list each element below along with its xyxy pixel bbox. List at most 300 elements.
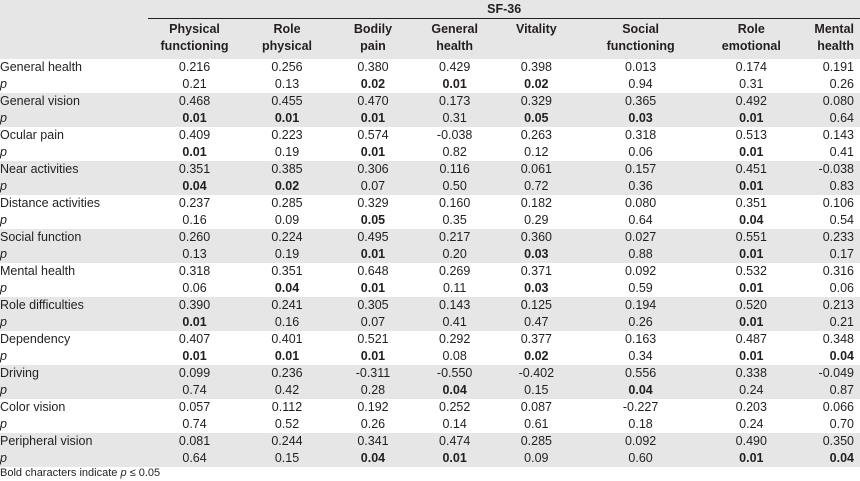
correlation-value: 0.341 [357, 434, 389, 448]
correlation-value: 0.194 [624, 298, 657, 312]
p-value: 0.70 [829, 417, 854, 431]
correlation-value: 0.350 [822, 434, 854, 448]
column-header-line: Role [737, 22, 765, 36]
table-row [0, 229, 860, 263]
correlation-value: 0.409 [178, 128, 211, 142]
value-cell [148, 433, 240, 467]
p-value: 0.15 [274, 451, 300, 465]
column-header-row [0, 19, 860, 60]
value-cell [413, 433, 497, 467]
column-header [241, 19, 333, 60]
correlation-value: 0.371 [520, 264, 552, 278]
p-value: 0.01 [739, 451, 764, 465]
p-value: 0.01 [274, 111, 300, 125]
correlation-value: 0.160 [439, 196, 471, 210]
p-value: 0.01 [442, 77, 467, 91]
value-cell [333, 297, 413, 331]
p-value: 0.01 [182, 315, 207, 329]
p-value: 0.47 [524, 315, 549, 329]
correlation-value: 0.223 [271, 128, 303, 142]
p-value: 0.01 [360, 145, 386, 159]
p-value: 0.82 [442, 145, 467, 159]
p-value: 0.26 [628, 315, 653, 329]
row-label: General health [0, 60, 83, 74]
value-cell [705, 331, 797, 365]
p-value: 0.64 [628, 213, 653, 227]
value-cell [497, 297, 577, 331]
p-value: 0.41 [442, 315, 467, 329]
p-value: 0.64 [182, 451, 207, 465]
table-row [0, 331, 860, 365]
p-value: 0.04 [274, 281, 300, 295]
value-cell [576, 127, 705, 161]
value-cell [333, 365, 413, 399]
value-cell [576, 365, 705, 399]
correlation-value: -0.038 [436, 128, 473, 142]
p-label: p [0, 213, 7, 227]
value-cell [148, 195, 240, 229]
correlation-value: 0.385 [271, 162, 303, 176]
value-cell [497, 59, 577, 93]
value-cell [705, 195, 797, 229]
p-value: 0.35 [442, 213, 467, 227]
column-header-line: Bodily [353, 22, 393, 36]
p-label: p [0, 281, 7, 295]
column-header [333, 19, 413, 60]
correlation-value: 0.106 [822, 196, 854, 210]
correlation-value: 0.306 [357, 162, 389, 176]
p-label: p [0, 111, 7, 125]
correlation-value: 0.217 [439, 230, 471, 244]
correlation-value: 0.192 [357, 400, 389, 414]
row-label-cell [0, 127, 148, 161]
correlation-value: 0.087 [520, 400, 552, 414]
correlation-value: 0.495 [357, 230, 389, 244]
row-label: Near activities [0, 162, 79, 176]
p-value: 0.13 [274, 77, 300, 91]
correlation-value: 0.348 [822, 332, 854, 346]
p-value: 0.28 [360, 383, 386, 397]
correlation-value: 0.066 [822, 400, 854, 414]
p-value: 0.03 [524, 247, 549, 261]
value-cell [241, 263, 333, 297]
p-value: 0.01 [360, 349, 386, 363]
correlation-value: 0.256 [271, 60, 303, 74]
row-label: Peripheral vision [0, 434, 93, 448]
p-value: 0.24 [739, 417, 764, 431]
correlation-value: 0.244 [271, 434, 303, 448]
value-cell [148, 331, 240, 365]
p-value: 0.02 [524, 349, 549, 363]
p-value: 0.60 [628, 451, 653, 465]
correlation-value: 0.380 [357, 60, 389, 74]
value-cell [148, 263, 240, 297]
table-row [0, 93, 860, 127]
correlation-value: 0.521 [357, 332, 389, 346]
p-value: 0.01 [360, 247, 386, 261]
footnote-suffix: ≤ 0.05 [126, 467, 161, 479]
correlation-value: -0.049 [818, 366, 854, 380]
value-cell [576, 263, 705, 297]
column-header-line: Mental [814, 22, 854, 36]
p-value: 0.50 [442, 179, 467, 193]
value-cell [333, 229, 413, 263]
p-value: 0.01 [182, 145, 207, 159]
value-cell [333, 93, 413, 127]
value-cell [798, 93, 860, 127]
correlation-value: 0.398 [520, 60, 552, 74]
p-value: 0.05 [360, 213, 386, 227]
p-value: 0.03 [628, 111, 653, 125]
p-value: 0.01 [739, 281, 764, 295]
value-cell [798, 127, 860, 161]
correlation-value: 0.360 [520, 230, 552, 244]
p-value: 0.34 [628, 349, 653, 363]
p-value: 0.05 [524, 111, 549, 125]
value-cell [333, 59, 413, 93]
correlation-value: 0.182 [520, 196, 552, 210]
table-row [0, 127, 860, 161]
correlation-value: 0.143 [822, 128, 854, 142]
p-value: 0.88 [628, 247, 653, 261]
p-value: 0.04 [628, 383, 653, 397]
p-value: 0.04 [739, 213, 764, 227]
p-value: 0.02 [524, 77, 549, 91]
correlation-value: 0.099 [178, 366, 211, 380]
value-cell [798, 399, 860, 433]
correlation-value: 0.318 [178, 264, 211, 278]
p-value: 0.08 [442, 349, 467, 363]
p-label: p [0, 77, 7, 91]
value-cell [148, 365, 240, 399]
p-value: 0.94 [628, 77, 653, 91]
p-value: 0.04 [829, 349, 854, 363]
value-cell [241, 93, 333, 127]
value-cell [148, 229, 240, 263]
p-value: 0.14 [442, 417, 467, 431]
p-value: 0.31 [442, 111, 467, 125]
value-cell [241, 399, 333, 433]
value-cell [148, 93, 240, 127]
column-header [798, 19, 860, 60]
p-value: 0.74 [182, 417, 207, 431]
p-value: 0.04 [360, 451, 386, 465]
correlation-value: 0.377 [520, 332, 552, 346]
p-value: 0.42 [274, 383, 300, 397]
correlation-value: 0.263 [520, 128, 552, 142]
correlation-value: 0.556 [624, 366, 657, 380]
value-cell [241, 331, 333, 365]
value-cell [241, 433, 333, 467]
p-value: 0.20 [442, 247, 467, 261]
p-value: 0.04 [182, 179, 207, 193]
p-label: p [0, 383, 7, 397]
column-header [497, 19, 577, 60]
p-value: 0.83 [829, 179, 854, 193]
correlation-value: 0.292 [439, 332, 471, 346]
correlation-value: 0.474 [439, 434, 471, 448]
table-row [0, 365, 860, 399]
correlation-value: 0.080 [624, 196, 657, 210]
value-cell [576, 433, 705, 467]
correlation-value: 0.092 [624, 264, 657, 278]
value-cell [576, 195, 705, 229]
correlation-value: 0.551 [735, 230, 767, 244]
value-cell [798, 195, 860, 229]
correlation-value: 0.213 [822, 298, 854, 312]
correlation-value: 0.487 [735, 332, 767, 346]
correlation-value: 0.351 [271, 264, 303, 278]
p-value: 0.26 [829, 77, 854, 91]
column-header [576, 19, 705, 60]
correlation-value: 0.351 [735, 196, 767, 210]
p-value: 0.19 [274, 145, 300, 159]
correlation-value: 0.013 [624, 60, 657, 74]
value-cell [705, 365, 797, 399]
value-cell [798, 297, 860, 331]
table-row [0, 399, 860, 433]
row-label-cell [0, 365, 148, 399]
p-value: 0.01 [182, 349, 207, 363]
column-header-line: emotional [721, 39, 781, 53]
correlation-value: -0.550 [436, 366, 473, 380]
row-label-cell [0, 195, 148, 229]
column-header-line: functioning [160, 39, 229, 53]
value-cell [798, 263, 860, 297]
column-header-line: Role [273, 22, 301, 36]
correlation-value: 0.241 [271, 298, 303, 312]
value-cell [798, 161, 860, 195]
row-label: Distance activities [0, 196, 101, 210]
value-cell [705, 59, 797, 93]
value-cell [148, 297, 240, 331]
value-cell [413, 161, 497, 195]
p-value: 0.11 [442, 281, 467, 295]
value-cell [497, 229, 577, 263]
p-value: 0.02 [274, 179, 300, 193]
correlation-value: 0.233 [822, 230, 854, 244]
value-cell [497, 127, 577, 161]
value-cell [497, 161, 577, 195]
table-row [0, 59, 860, 93]
row-label: Dependency [0, 332, 71, 346]
footnote-prefix: Bold characters indicate [0, 467, 121, 479]
correlation-value: -0.227 [622, 400, 659, 414]
p-value: 0.01 [739, 145, 764, 159]
p-value: 0.61 [524, 417, 549, 431]
value-cell [241, 59, 333, 93]
value-cell [798, 59, 860, 93]
p-value: 0.29 [524, 213, 549, 227]
column-header-line: health [436, 39, 474, 53]
correlation-value: 0.455 [271, 94, 303, 108]
footnote-symbol: p [120, 467, 127, 479]
p-label: p [0, 417, 7, 431]
p-label: p [0, 315, 7, 329]
footnote [0, 466, 160, 480]
value-cell [798, 433, 860, 467]
correlation-value: 0.338 [735, 366, 767, 380]
row-label-cell [0, 263, 148, 297]
p-value: 0.04 [442, 383, 467, 397]
column-header-line: pain [360, 39, 386, 53]
p-value: 0.06 [628, 145, 653, 159]
value-cell [705, 93, 797, 127]
p-value: 0.04 [829, 451, 854, 465]
p-value: 0.01 [360, 111, 386, 125]
p-value: 0.13 [182, 247, 207, 261]
value-cell [798, 229, 860, 263]
value-cell [241, 365, 333, 399]
p-label: p [0, 145, 7, 159]
value-cell [413, 59, 497, 93]
p-value: 0.64 [829, 111, 854, 125]
row-label-cell [0, 331, 148, 365]
p-value: 0.16 [182, 213, 207, 227]
p-value: 0.31 [739, 77, 764, 91]
p-value: 0.01 [442, 451, 467, 465]
row-label: Ocular pain [0, 128, 64, 142]
p-value: 0.16 [274, 315, 300, 329]
p-value: 0.52 [274, 417, 300, 431]
sf36-group-header: SF-36 [148, 0, 860, 19]
p-value: 0.26 [360, 417, 386, 431]
value-cell [333, 433, 413, 467]
p-value: 0.72 [524, 179, 549, 193]
correlation-value: 0.057 [178, 400, 211, 414]
correlation-value: -0.402 [518, 366, 555, 380]
row-label-cell [0, 59, 148, 93]
value-cell [241, 297, 333, 331]
value-cell [333, 161, 413, 195]
p-value: 0.18 [628, 417, 653, 431]
column-header [705, 19, 797, 60]
correlation-value: 0.092 [624, 434, 657, 448]
row-label-cell [0, 433, 148, 467]
correlation-value: 0.318 [624, 128, 657, 142]
p-value: 0.54 [829, 213, 854, 227]
p-label: p [0, 451, 7, 465]
correlation-value: 0.429 [439, 60, 471, 74]
column-header-line: Vitality [515, 22, 557, 36]
column-header-line: General [431, 22, 478, 36]
value-cell [798, 365, 860, 399]
correlation-value: 0.260 [178, 230, 211, 244]
row-label-cell [0, 229, 148, 263]
correlation-value: 0.329 [357, 196, 389, 210]
value-cell [705, 127, 797, 161]
p-label: p [0, 179, 7, 193]
value-cell [241, 161, 333, 195]
correlation-value: 0.470 [357, 94, 389, 108]
value-cell [576, 161, 705, 195]
value-cell [576, 399, 705, 433]
value-cell [798, 331, 860, 365]
value-cell [241, 127, 333, 161]
column-header-line: Social [622, 22, 660, 36]
value-cell [148, 59, 240, 93]
correlation-value: 0.532 [735, 264, 767, 278]
value-cell [413, 263, 497, 297]
row-label-cell [0, 399, 148, 433]
value-cell [413, 365, 497, 399]
value-cell [413, 195, 497, 229]
correlation-value: 0.269 [439, 264, 471, 278]
correlation-value: 0.143 [439, 298, 471, 312]
correlation-value: 0.191 [822, 60, 854, 74]
p-value: 0.36 [628, 179, 653, 193]
correlation-value: 0.490 [735, 434, 767, 448]
row-label: Driving [0, 366, 39, 380]
correlation-value: 0.216 [178, 60, 211, 74]
row-label-cell [0, 297, 148, 331]
table-row [0, 161, 860, 195]
correlation-value: 0.061 [520, 162, 552, 176]
p-value: 0.07 [360, 315, 386, 329]
value-cell [333, 399, 413, 433]
row-label: Color vision [0, 400, 66, 414]
p-label: p [0, 247, 7, 261]
correlation-value: 0.027 [624, 230, 657, 244]
value-cell [576, 297, 705, 331]
table-row [0, 433, 860, 467]
value-cell [148, 127, 240, 161]
table-row [0, 297, 860, 331]
p-value: 0.87 [829, 383, 854, 397]
correlation-value: 0.157 [624, 162, 657, 176]
value-cell [497, 263, 577, 297]
p-value: 0.01 [274, 349, 300, 363]
p-value: 0.21 [829, 315, 854, 329]
value-cell [576, 59, 705, 93]
p-value: 0.01 [739, 315, 764, 329]
value-cell [576, 229, 705, 263]
p-value: 0.74 [182, 383, 207, 397]
p-value: 0.06 [829, 281, 854, 295]
row-label: Social function [0, 230, 82, 244]
value-cell [497, 331, 577, 365]
p-label: p [0, 349, 7, 363]
correlation-value: 0.365 [624, 94, 657, 108]
correlation-value: 0.401 [271, 332, 303, 346]
row-label-header [0, 19, 148, 60]
correlation-value: 0.520 [735, 298, 767, 312]
value-cell [413, 399, 497, 433]
p-value: 0.01 [360, 281, 386, 295]
correlation-value: 0.492 [735, 94, 767, 108]
row-label-cell [0, 93, 148, 127]
value-cell [497, 195, 577, 229]
correlation-value: 0.285 [271, 196, 303, 210]
row-label: Role difficulties [0, 298, 84, 312]
correlation-value: 0.648 [357, 264, 389, 278]
value-cell [576, 93, 705, 127]
column-header-line [497, 38, 577, 55]
correlation-value: 0.112 [271, 400, 303, 414]
value-cell [148, 399, 240, 433]
correlation-value: 0.468 [178, 94, 211, 108]
p-value: 0.41 [829, 145, 854, 159]
p-value: 0.01 [739, 111, 764, 125]
p-value: 0.02 [360, 77, 386, 91]
p-value: 0.19 [274, 247, 300, 261]
correlation-value: 0.203 [735, 400, 767, 414]
column-header-line: Physical [169, 22, 220, 36]
table-row [0, 263, 860, 297]
value-cell [333, 195, 413, 229]
correlation-value: -0.038 [818, 162, 854, 176]
p-value: 0.59 [628, 281, 653, 295]
